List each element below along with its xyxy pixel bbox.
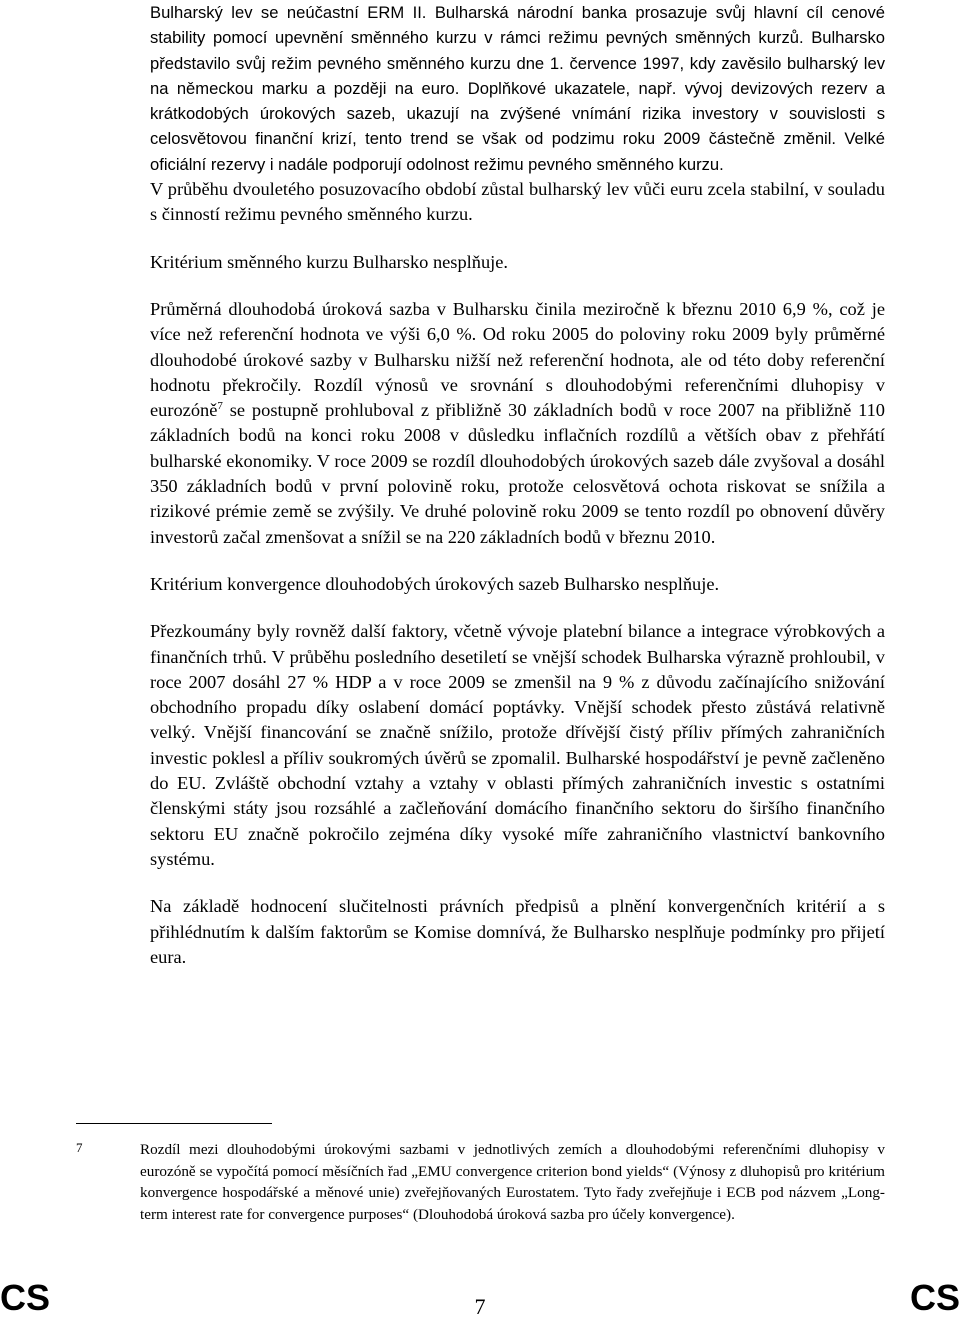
footnote-reference[interactable]: 7 xyxy=(217,400,223,413)
paragraph-other-factors: Přezkoumány byly rovněž další faktory, včetně vývoje platební bilance a integrace výrobkových a finančních trhů. V průběhu posledního desetiletí se vnější schodek Bulharska výrazně prohloubil, v roce 2007 dosáhl 27 % HDP a v roce 2009 se zmenšil na 9 % z důvodu začínajícího snižování obchodního propadu díky oslabení domácí poptávky. Vnější schodek přesto zůstává relativně velký. Vnější financování se značně snížilo, protože dřívější čistý příliv přímých zahraničních investic poklesl a příliv soukromých úvěrů se zpomalil. Bulharské hospodářství je pevně začleněno do EU. Zvláště obchodní vztahy a vztahy v oblasti přímých zahraničních investic s ostatními členskými státy jsou rozsáhlé a začleňování domácího finančního sektoru do širšího finančního sektoru EU značně pokročilo zejména díky vysoké míře zahraničního vlastnictví bankovního systému. xyxy=(150,621,885,869)
paragraph-exchange-rate: Bulharský lev se neúčastní ERM II. Bulharská národní banka prosazuje svůj hlavní cíl cenové stability pomocí upevnění směnného kurzu v rámci režimu pevných směnných kurzů. Bulharsko představilo svůj režim pevného směnného kurzu dne 1. července 1997, kdy zavěsilo bulharský lev na německou marku a později na euro. Doplňkové ukazatele, např. vývoj devizových rezerv a krátkodobých úrokových sazeb, ukazují na zvýšené vnímání rizika investory v souvislosti s celosvětovou finanční krizí, tento trend se však od podzimu roku 2009 částečně změnil. Velké oficiální rezervy i nadále podporují odolnost režimu pevného směnného kurzu. xyxy=(150,3,885,174)
interest-text-part1: Průměrná dlouhodobá úroková sazba v Bulharsku činila meziročně k březnu 2010 6,9 %, což je více než referenční hodnota ve výši 6,0 %. Od roku 2005 do poloviny roku 2009 byly průměrné dlouhodobé úrokové sazby v Bulharsku nižší než referenční hodnota, ale od této doby referenční hodnotu překročily. Rozdíl výnosů ve srovnání s dlouhodobými referenčními dluhopisy v eurozóně xyxy=(150,298,885,421)
paragraph-exchange-rate-criterion: Kritérium směnného kurzu Bulharsko nesplňuje. xyxy=(150,251,509,272)
footnote-text: Rozdíl mezi dlouhodobými úrokovými sazbami v jednotlivých zemích a dlouhodobými referenčními dluhopisy v eurozóně se vypočítá pomocí měsíčních řad „EMU convergence criterion bond yields“ (Výnosy z dluhopisů pro kritérium konvergence hospodářské a měnové unie) zveřejňovaných Eurostatem. Tyto řady zveřejňuje i ECB pod názvem „Long-term interest rate for convergence purposes“ (Dlouhodobá úroková sazba pro účely konvergence). xyxy=(140,1141,885,1223)
interest-text-part2: se postupně prohluboval z přibližně 30 základních bodů v roce 2007 na přibližně 110 základních bodů na konci roku 2008 v důsledku inflačních rozdílů a větších obav z přehřátí bulharské ekonomiky. V roce 2009 se rozdíl dlouhodobých úrokových sazeb dále zvyšoval a dosáhl 350 základních bodů v první polovině roku, protože celosvětová ochota riskovat se snížila a rizikové prémie země se zvýšily. Ve druhé polovině roku 2009 se tento rozdíl po obnovení důvěry investorů začal zmenšovat a snížil se na 220 základních bodů v březnu 2010. xyxy=(150,400,885,547)
footer-language-left: CS xyxy=(0,1277,51,1318)
footnote-number: 7 xyxy=(76,1140,83,1155)
footnote-separator xyxy=(76,1123,272,1124)
paragraph-conclusion: Na základě hodnocení slučitelnosti právních předpisů a plnění konvergenčních kritérií a s přihlédnutím k dalším faktorům se Komise domnívá, že Bulharsko nesplňuje podmínky pro přijetí eura. xyxy=(150,896,885,967)
paragraph-interest-rates xyxy=(150,297,885,550)
footer-language-right: CS xyxy=(909,1277,960,1318)
paragraph-exchange-rate-stability: V průběhu dvouletého posuzovacího období zůstal bulharský lev vůči euru zcela stabilní, v souladu s činností režimu pevného směnného kurzu. xyxy=(150,179,885,225)
body-text xyxy=(150,0,885,970)
page-number: 7 xyxy=(474,1294,486,1319)
paragraph-interest-criterion: Kritérium konvergence dlouhodobých úrokových sazeb Bulharsko nesplňuje. xyxy=(150,573,720,594)
